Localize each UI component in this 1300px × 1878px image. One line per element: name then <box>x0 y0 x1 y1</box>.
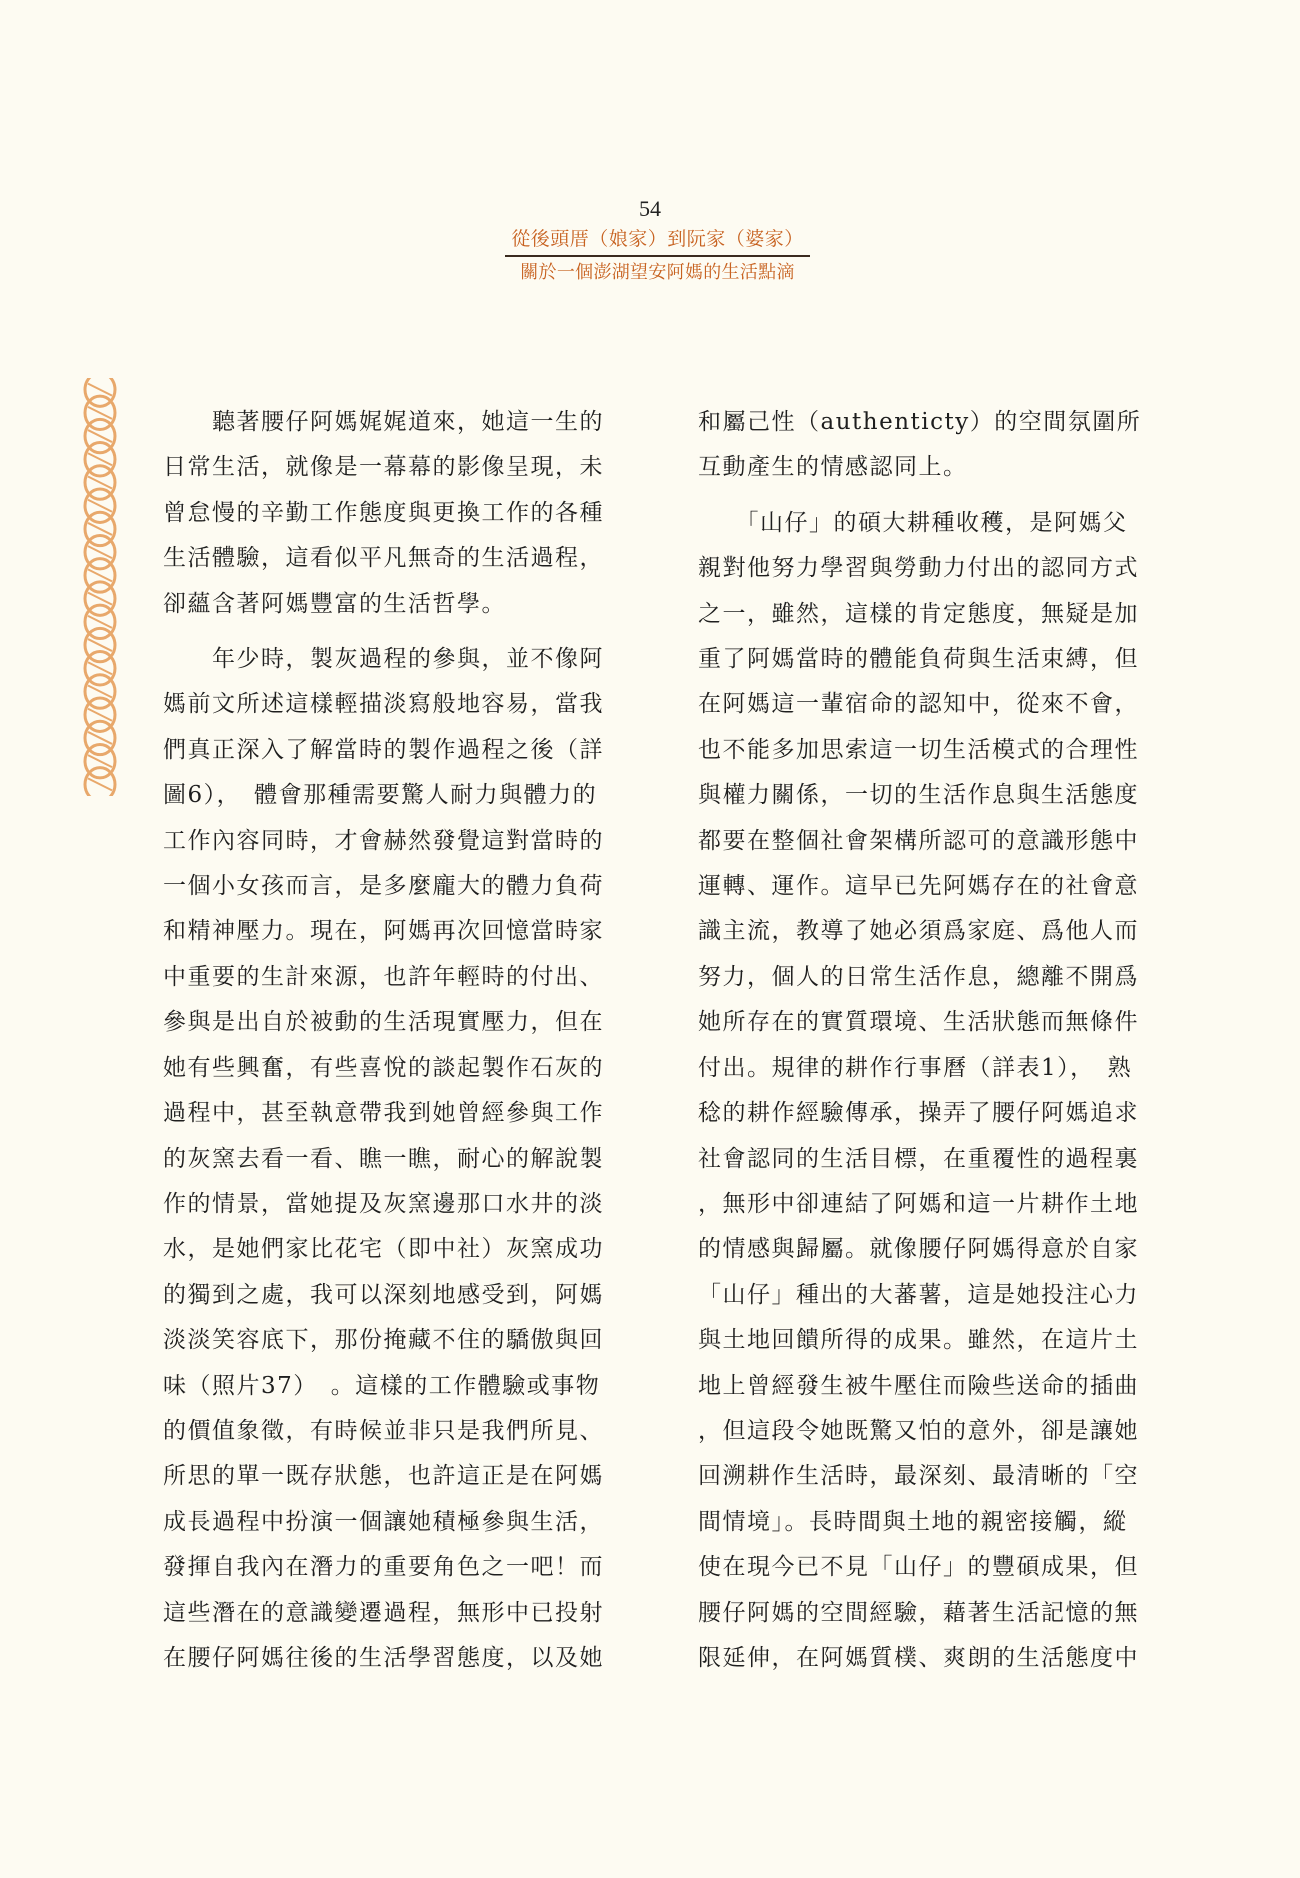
text-line: 淡淡笑容底下，那份掩藏不住的驕傲與回 <box>163 1327 604 1354</box>
text-line: 中重要的生計來源，也許年輕時的付出、 <box>163 963 604 990</box>
ornament-link-stroke <box>88 477 112 489</box>
text-line: 作的情景，當她提及灰窯邊那口水井的淡 <box>163 1190 604 1217</box>
body-text-right-column <box>698 400 1168 1681</box>
ornament-link-stroke <box>88 384 112 396</box>
text-line: 「山仔」的碩大耕種收穫，是阿媽父 <box>698 509 1128 536</box>
running-header-subtitle: 關於一個澎湖望安阿媽的生活點滴 <box>520 262 795 283</box>
text-line: 工作內容同時，才會赫然發覺這對當時的 <box>163 827 604 854</box>
text-line: 使在現今已不見「山仔」的豐碩成果，但 <box>698 1554 1139 1581</box>
text-line: 和屬己性（authenticty）的空間氛圍所 <box>698 409 1142 435</box>
text-line: 間情境」。長時間與土地的親密接觸，縱 <box>698 1508 1128 1535</box>
ornament-link-stroke <box>88 500 112 512</box>
text-line: 過程中，甚至執意帶我到她曾經參與工作 <box>163 1100 604 1127</box>
text-line: 地上曾經發生被牛壓住而險些送命的插曲 <box>698 1372 1139 1399</box>
running-header <box>505 226 810 285</box>
text-line: 回溯耕作生活時，最深刻、最清晰的「空 <box>698 1463 1139 1490</box>
text-line: 年少時，製灰過程的參與，並不像阿 <box>163 646 604 673</box>
header-rule <box>505 255 810 257</box>
text-line: 在阿媽這一輩宿命的認知中，從來不會， <box>698 691 1139 718</box>
ornament-link-stroke <box>88 593 112 605</box>
text-line: 味（照片37） 。這樣的工作體驗或事物 <box>163 1372 601 1399</box>
text-line: 曾怠慢的辛勤工作態度與更換工作的各種 <box>163 499 604 526</box>
text-line: 的價值象徵，有時候並非只是我們所見、 <box>163 1417 604 1444</box>
text-line: 的情感與歸屬。就像腰仔阿媽得意於自家 <box>698 1236 1139 1263</box>
text-line: 聽著腰仔阿媽娓娓道來，她這一生的 <box>163 409 604 435</box>
paragraph-gap <box>698 491 1168 501</box>
text-line: 在腰仔阿媽往後的生活學習態度，以及她 <box>163 1644 604 1671</box>
text-line: 參與是出自於被動的生活現實壓力，但在 <box>163 1009 604 1036</box>
text-line: 也不能多加思索這一切生活模式的合理性 <box>698 736 1139 763</box>
ornament-link-stroke <box>88 523 112 535</box>
text-line: 重了阿媽當時的體能負荷與生活束縛，但 <box>698 646 1139 673</box>
text-line: 腰仔阿媽的空間經驗，藉著生活記憶的無 <box>698 1599 1139 1626</box>
text-line: 水，是她們家比花宅（即中社）灰窯成功 <box>163 1236 604 1263</box>
text-line: 都要在整個社會架構所認可的意識形態中 <box>698 827 1139 854</box>
ornament-link-stroke <box>88 732 112 744</box>
text-line: 親對他努力學習與勞動力付出的認同方式 <box>698 555 1139 582</box>
ornament-link-stroke <box>88 709 112 721</box>
text-line: 與權力關係，一切的生活作息與生活態度 <box>698 782 1139 809</box>
text-line: 她所存在的實質環境、生活狀態而無條件 <box>698 1009 1139 1036</box>
ornament-link-stroke <box>88 755 112 767</box>
text-line: 之一，雖然，這樣的肯定態度，無疑是加 <box>698 600 1139 627</box>
paragraph-gap <box>163 627 633 637</box>
text-line: 日常生活，就像是一幕幕的影像呈現，未 <box>163 454 604 481</box>
text-line: 媽前文所述這樣輕描淡寫般地容易，當我 <box>163 691 604 718</box>
text-line: 所思的單一既存狀態，也許這正是在阿媽 <box>163 1463 604 1490</box>
text-line: 社會認同的生活目標，在重覆性的過程裏 <box>698 1145 1139 1172</box>
chain-link-ornament-icon <box>80 378 120 796</box>
page-number: 54 <box>639 196 661 221</box>
ornament-link <box>85 768 115 796</box>
text-line: 「山仔」種出的大蕃薯，這是她投注心力 <box>698 1281 1139 1308</box>
ornament-link-stroke <box>88 430 112 442</box>
ornament-link-stroke <box>88 686 112 698</box>
text-line: 識主流，教導了她必須爲家庭、爲他人而 <box>698 918 1139 945</box>
text-line: 限延伸，在阿媽質樸、爽朗的生活態度中 <box>698 1644 1139 1671</box>
text-line: 與土地回饋所得的成果。雖然，在這片土 <box>698 1327 1139 1354</box>
text-line: 運轉、運作。這早已先阿媽存在的社會意 <box>698 873 1139 900</box>
text-line: 卻蘊含著阿媽豐富的生活哲學。 <box>163 590 506 617</box>
text-line: 這些潛在的意識變遷過程，無形中已投射 <box>163 1599 604 1626</box>
text-line: 們真正深入了解當時的製作過程之後（詳 <box>163 736 604 763</box>
text-line: ，但這段令她既驚又怕的意外，卻是讓她 <box>698 1417 1139 1444</box>
text-line: 的灰窯去看一看、瞧一瞧，耐心的解說製 <box>163 1145 604 1172</box>
text-line: 互動產生的情感認同上。 <box>698 454 968 481</box>
ornament-link-stroke <box>88 639 112 651</box>
text-line: 成長過程中扮演一個讓她積極參與生活， <box>163 1508 604 1535</box>
text-line: 生活體驗，這看似平凡無奇的生活過程， <box>163 545 604 572</box>
text-line: 和精神壓力。現在，阿媽再次回憶當時家 <box>163 918 604 945</box>
ornament-link-stroke <box>88 546 112 558</box>
ornament-link-stroke <box>88 407 112 419</box>
text-line: 稔的耕作經驗傳承，操弄了腰仔阿媽追求 <box>698 1100 1139 1127</box>
text-line: 她有些興奮，有些喜悅的談起製作石灰的 <box>163 1054 604 1081</box>
ornament-link-stroke <box>88 662 112 674</box>
ornament-link-stroke <box>88 616 112 628</box>
text-line: 努力，個人的日常生活作息，總離不開爲 <box>698 963 1139 990</box>
text-line: 一個小女孩而言，是多麼龐大的體力負荷 <box>163 873 604 900</box>
text-line: 圖6）， 體會那種需要驚人耐力與體力的 <box>163 782 598 809</box>
ornament-link-stroke <box>88 778 112 790</box>
ornament-link-stroke <box>88 569 112 581</box>
running-header-title: 從後頭厝（娘家）到阮家（婆家） <box>511 228 804 250</box>
text-line: ，無形中卻連結了阿媽和這一片耕作土地 <box>698 1190 1139 1217</box>
text-line: 發揮自我內在潛力的重要角色之一吧！而 <box>163 1554 604 1581</box>
text-line: 付出。規律的耕作行事曆（詳表1）， 熟 <box>698 1054 1133 1081</box>
ornament-link-stroke <box>88 453 112 465</box>
text-line: 的獨到之處，我可以深刻地感受到，阿媽 <box>163 1281 604 1308</box>
body-text-left-column <box>163 400 633 1681</box>
